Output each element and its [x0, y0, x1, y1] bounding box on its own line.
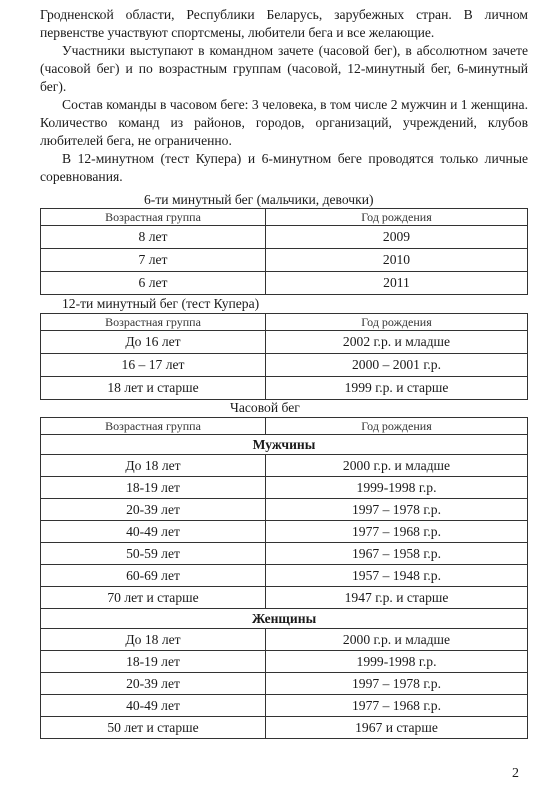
year-cell: 1967 – 1958 г.р.: [266, 543, 528, 565]
age-cell: 20-39 лет: [41, 499, 266, 521]
table-12min: [40, 313, 528, 400]
year-cell: 1999-1998 г.р.: [266, 651, 528, 673]
section-label-men: Мужчины: [41, 435, 528, 455]
table-hour-caption: Часовой бег: [230, 400, 300, 415]
year-cell: 1977 – 1968 г.р.: [266, 695, 528, 717]
header-age-group: Возрастная группа: [41, 314, 266, 331]
table-row: [41, 499, 528, 521]
table-row: [41, 249, 528, 272]
year-cell: 2000 г.р. и младше: [266, 629, 528, 651]
year-cell: 1977 – 1968 г.р.: [266, 521, 528, 543]
age-cell: До 18 лет: [41, 629, 266, 651]
intro-paragraph-2: Участники выступают в командном зачете (часовой бег), в абсолютном зачете (часовой бег) и по возрастным группам (часовой, 12-минутный бег, 6-минутный бег).: [40, 43, 528, 94]
table-6min: [40, 208, 528, 295]
header-age-group: Возрастная группа: [41, 209, 266, 226]
table-row: [41, 226, 528, 249]
intro-paragraph-3: Состав команды в часовом беге: 3 человека, в том числе 2 мужчин и 1 женщина. Количество команд из районов, городов, организаций, учреждений, клубов любителей бега, не ограниченно.: [40, 97, 528, 148]
age-cell: 40-49 лет: [41, 695, 266, 717]
age-cell: 6 лет: [41, 272, 266, 295]
section-row-women: [41, 609, 528, 629]
year-cell: 2009: [266, 226, 528, 249]
table-row: [41, 587, 528, 609]
age-cell: 18-19 лет: [41, 651, 266, 673]
table-12min-caption: 12-ти минутный бег (тест Купера): [62, 296, 260, 311]
table-row: [41, 629, 528, 651]
table-row: [41, 272, 528, 295]
year-cell: 2011: [266, 272, 528, 295]
header-age-group: Возрастная группа: [41, 418, 266, 435]
table-row: [41, 521, 528, 543]
age-cell: 40-49 лет: [41, 521, 266, 543]
year-cell: 1997 – 1978 г.р.: [266, 673, 528, 695]
age-cell: 20-39 лет: [41, 673, 266, 695]
age-cell: 50 лет и старше: [41, 717, 266, 739]
table-row: [41, 565, 528, 587]
table-row: [41, 543, 528, 565]
year-cell: 2000 – 2001 г.р.: [266, 354, 528, 377]
table-row: [41, 651, 528, 673]
table-row: [41, 695, 528, 717]
table-hour: [40, 417, 528, 739]
year-cell: 1957 – 1948 г.р.: [266, 565, 528, 587]
table-row: [41, 331, 528, 354]
header-birth-year: Год рождения: [266, 418, 528, 435]
age-cell: 7 лет: [41, 249, 266, 272]
table-6min-caption: 6-ти минутный бег (мальчики, девочки): [144, 192, 374, 207]
age-cell: 8 лет: [41, 226, 266, 249]
age-cell: 18-19 лет: [41, 477, 266, 499]
intro-paragraph-4: В 12-минутном (тест Купера) и 6-минутном беге проводятся только личные соревнования.: [40, 151, 528, 184]
year-cell: 1967 и старше: [266, 717, 528, 739]
age-cell: До 18 лет: [41, 455, 266, 477]
year-cell: 1999 г.р. и старше: [266, 377, 528, 400]
age-cell: 16 – 17 лет: [41, 354, 266, 377]
table-row: [41, 455, 528, 477]
table-row: [41, 477, 528, 499]
year-cell: 2000 г.р. и младше: [266, 455, 528, 477]
year-cell: 1997 – 1978 г.р.: [266, 499, 528, 521]
table-row: [41, 673, 528, 695]
table-header-row: [41, 314, 528, 331]
age-cell: До 16 лет: [41, 331, 266, 354]
section-row-men: [41, 435, 528, 455]
table-header-row: [41, 209, 528, 226]
table-row: [41, 354, 528, 377]
table-row: [41, 717, 528, 739]
year-cell: 1947 г.р. и старше: [266, 587, 528, 609]
intro-paragraph-1: Гродненской области, Республики Беларусь, зарубежных стран. В личном первенстве участвуют спортсмены, любители бега и все желающие.: [40, 7, 528, 40]
page-number: 2: [512, 766, 519, 781]
age-cell: 60-69 лет: [41, 565, 266, 587]
age-cell: 18 лет и старше: [41, 377, 266, 400]
age-cell: 50-59 лет: [41, 543, 266, 565]
table-header-row: [41, 418, 528, 435]
year-cell: 1999-1998 г.р.: [266, 477, 528, 499]
table-row: [41, 377, 528, 400]
section-label-women: Женщины: [41, 609, 528, 629]
header-birth-year: Год рождения: [266, 314, 528, 331]
header-birth-year: Год рождения: [266, 209, 528, 226]
year-cell: 2010: [266, 249, 528, 272]
year-cell: 2002 г.р. и младше: [266, 331, 528, 354]
age-cell: 70 лет и старше: [41, 587, 266, 609]
